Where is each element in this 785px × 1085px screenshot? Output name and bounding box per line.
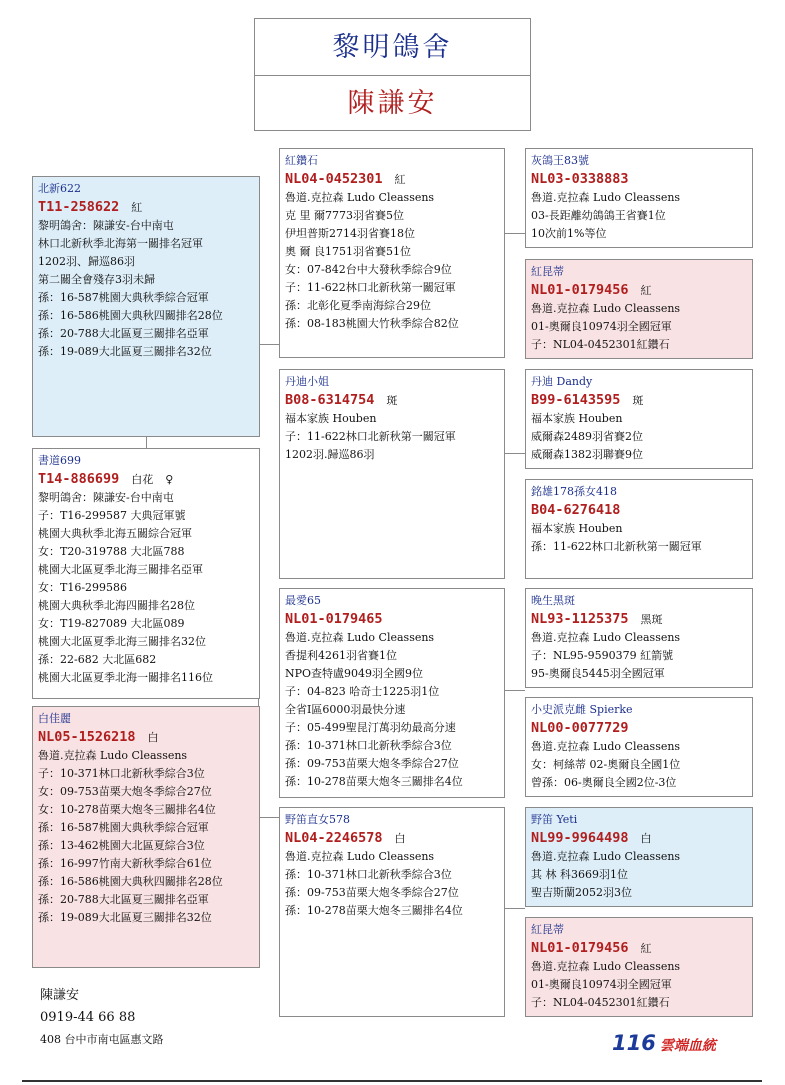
bird-note: 孫：20-788大北區夏三關排名亞軍 — [38, 893, 209, 906]
ring-number: NL01-0179456 — [531, 940, 629, 956]
bird-note: 孫：16-586桃園大典秋四關排名28位 — [38, 875, 223, 888]
ring-number: NL03-0338883 — [531, 171, 629, 187]
bird-note: 孫：10-371林口北新秋季綜合3位 — [285, 868, 452, 881]
bird-note: 子：10-371林口北新秋季綜合3位 — [38, 767, 205, 780]
bird-note: 子：11-622林口北新秋第一關冠軍 — [285, 281, 456, 294]
loft-name: 黎明鴿舍 — [255, 19, 530, 76]
connector-line — [146, 436, 147, 448]
connector-line — [504, 908, 525, 909]
great-grandsire-card — [525, 588, 753, 688]
bird-note: 聖吉斯蘭2052羽3位 — [531, 886, 632, 899]
bird-name: 紅昆蒂 — [531, 923, 564, 936]
bird-note: 女：10-278苗栗大炮冬三關排名4位 — [38, 803, 216, 816]
ring-number: NL00-0077729 — [531, 720, 629, 736]
bird-name: 紅鑽石 — [285, 154, 318, 167]
bird-note: 女：07-842台中大發秋季綜合9位 — [285, 263, 452, 276]
bird-note: 魯道.克拉森 Ludo Cleassens — [531, 191, 681, 204]
ring-number: B08-6314754 — [285, 392, 375, 408]
bird-note: 林口北新秋季北海第一關排名冠軍 — [38, 237, 203, 250]
connector-line — [258, 817, 279, 818]
bird-note: 魯道.克拉森 Ludo Cleassens — [285, 631, 435, 644]
bird-note: 孫：北彰化夏季南海綜合29位 — [285, 299, 431, 312]
bird-note: 01-奧爾良10974羽全國冠軍 — [531, 978, 672, 991]
bird-note: 子：04-823 哈奇士1225羽1位 — [285, 685, 440, 698]
bird-note: 子：NL04-0452301紅鑽石 — [531, 338, 670, 351]
bird-name: 銘雄178孫女418 — [531, 485, 617, 498]
bird-note: 克 里 爾7773羽省賽5位 — [285, 209, 404, 222]
connector-line — [504, 690, 525, 691]
dam-card — [32, 448, 260, 699]
bird-note: 子：05-499聖昆汀萬羽幼最高分速 — [285, 721, 456, 734]
great-grandsire-card — [525, 148, 753, 248]
bird-note: 魯道.克拉森 Ludo Cleassens — [531, 960, 681, 973]
bird-note: 魯道.克拉森 Ludo Cleassens — [38, 749, 188, 762]
logo-number: 116 — [612, 1031, 656, 1055]
bird-note: 威爾森2489羽省賽2位 — [531, 430, 643, 443]
bird-note: 孫：11-622林口北新秋第一關冠軍 — [531, 540, 702, 553]
bird-color: 紅 — [131, 201, 143, 214]
connector-line — [504, 233, 525, 234]
great-granddam-card — [525, 259, 753, 359]
bird-name: 白佳麗 — [38, 712, 71, 725]
bird-note: 1202羽.歸巡86羽 — [285, 448, 375, 461]
owner-name: 陳謙安 — [347, 88, 438, 119]
bird-note: 孫：13-462桃園大北區夏綜合3位 — [38, 839, 205, 852]
bird-name: 丹迪 Dandy — [531, 375, 593, 388]
owner-contact — [40, 985, 164, 1051]
connector-line — [504, 453, 525, 454]
bird-note: 孫：09-753苗栗大炮冬季綜合27位 — [285, 757, 459, 770]
bird-note: 福本家族 Houben — [285, 412, 377, 425]
contact-name: 陳謙安 — [40, 988, 80, 1003]
bird-color: 白 — [147, 731, 159, 744]
ring-number: NL01-0179456 — [531, 282, 629, 298]
bird-note: 魯道.克拉森 Ludo Cleassens — [531, 740, 681, 753]
ring-number: B99-6143595 — [531, 392, 621, 408]
ring-number: NL01-0179465 — [285, 611, 383, 627]
bird-note: 女：T16-299586 — [38, 581, 128, 594]
bird-note: 孫：22-682 大北區682 — [38, 653, 157, 666]
bird-note: 魯道.克拉森 Ludo Cleassens — [531, 302, 681, 315]
bird-note: 孫：10-278苗栗大炮冬三關排名4位 — [285, 904, 463, 917]
bird-note: 香提利4261羽省賽1位 — [285, 649, 397, 662]
bird-note: 孫：16-997竹南大新秋季綜合61位 — [38, 857, 212, 870]
dam-grandsire-card — [279, 588, 505, 798]
bird-note: 黎明鴿舍：陳謙安-台中南屯 — [38, 491, 174, 504]
bird-note: 女：柯絲蒂 02-奧爾良全國1位 — [531, 758, 681, 771]
bottom-rule — [22, 1080, 762, 1082]
ring-number: NL99-9964498 — [531, 830, 629, 846]
bird-color: 紅 — [640, 284, 652, 297]
pedigree-header — [254, 18, 531, 131]
ring-number: B04-6276418 — [531, 502, 621, 518]
bird-note: 黎明鴿舍：陳謙安-台中南屯 — [38, 219, 174, 232]
ring-number: NL05-1526218 — [38, 729, 136, 745]
bird-name: 野笛直女578 — [285, 813, 350, 826]
bird-note: 子：NL95-9590379 紅箭號 — [531, 649, 674, 662]
great-granddam-card — [525, 917, 753, 1017]
bird-note: 福本家族 Houben — [531, 412, 623, 425]
bird-color: 紅 — [394, 173, 406, 186]
bird-note: 威爾森1382羽聯賽9位 — [531, 448, 643, 461]
bird-name: 小史派克雌 Spierke — [531, 703, 633, 716]
bird-color: 白 — [394, 832, 406, 845]
bird-note: 孫：19-089大北區夏三關排名32位 — [38, 345, 212, 358]
ring-number: NL93-1125375 — [531, 611, 629, 627]
bird-note: 女：T20-319788 大北區788 — [38, 545, 185, 558]
bird-note: 伊坦普斯2714羽省賽18位 — [285, 227, 415, 240]
bird-name: 紅昆蒂 — [531, 265, 564, 278]
bird-note: 1202羽、歸巡86羽 — [38, 255, 135, 268]
granddam-card — [279, 369, 505, 579]
bird-note: 孫：09-753苗栗大炮冬季綜合27位 — [285, 886, 459, 899]
bird-color: 白 — [640, 832, 652, 845]
bird-note: 孫：20-788大北區夏三關排名亞軍 — [38, 327, 209, 340]
bird-note: 01-奧爾良10974羽全國冠軍 — [531, 320, 672, 333]
sire-card — [32, 176, 260, 437]
brand-logo — [612, 1031, 716, 1055]
bird-note: 03-長距離幼鴿鴿王省賽1位 — [531, 209, 666, 222]
bird-note: 子：T16-299587 大典冠軍號 — [38, 509, 186, 522]
bird-name: 書道699 — [38, 454, 81, 467]
bird-note: 孫：16-587桃園大典秋季綜合冠軍 — [38, 821, 209, 834]
bird-color: 黑斑 — [640, 613, 663, 626]
bird-note: 其 林 科3669羽1位 — [531, 868, 628, 881]
bird-note: 孫：16-587桃園大典秋季綜合冠軍 — [38, 291, 209, 304]
bird-note: 孫：19-089大北區夏三關排名32位 — [38, 911, 212, 924]
bird-note: 第二關全會殘存3羽未歸 — [38, 273, 155, 286]
ring-number: NL04-0452301 — [285, 171, 383, 187]
bird-note: 桃園大典秋季北海四關排名28位 — [38, 599, 195, 612]
bird-note: 魯道.克拉森 Ludo Cleassens — [285, 191, 435, 204]
bird-note: 10次前1%等位 — [531, 227, 607, 240]
bird-note: 魯道.克拉森 Ludo Cleassens — [531, 850, 681, 863]
bird-name: 晚生黑斑 — [531, 594, 575, 607]
bird-color: 斑 — [632, 394, 644, 407]
bird-note: 95-奧爾良5445羽全國冠軍 — [531, 667, 665, 680]
bird-note: 桃園大北區夏季北海三關排名亞軍 — [38, 563, 203, 576]
bird-note: 曾孫：06-奧爾良全國2位-3位 — [531, 776, 677, 789]
bird-name: 最愛65 — [285, 594, 321, 607]
bird-note: 子：NL04-0452301紅鑽石 — [531, 996, 670, 1009]
bird-note: 孫：10-371林口北新秋季綜合3位 — [285, 739, 452, 752]
bird-color: 白花 — [131, 473, 154, 486]
bird-name: 灰鴿王83號 — [531, 154, 589, 167]
bird-note: 女：T19-827089 大北區089 — [38, 617, 185, 630]
great-granddam-card — [525, 697, 753, 797]
contact-phone: 0919-44 66 88 — [40, 1010, 136, 1025]
bird-note: 子：11-622林口北新秋第一關冠軍 — [285, 430, 456, 443]
bird-note: 奧 爾 良1751羽省賽51位 — [285, 245, 411, 258]
bird-note: 孫：16-586桃園大典秋四關排名28位 — [38, 309, 223, 322]
bird-sex: ♀ — [165, 473, 174, 486]
bird-note: 全省I區6000羽最快分速 — [285, 703, 406, 716]
bird-note: NPO查特盧9049羽全國9位 — [285, 667, 424, 680]
bird-note: 孫：10-278苗栗大炮冬三關排名4位 — [285, 775, 463, 788]
bird-note: 女：09-753苗栗大炮冬季綜合27位 — [38, 785, 212, 798]
ring-number: NL04-2246578 — [285, 830, 383, 846]
bird-note: 桃園大典秋季北海五關綜合冠軍 — [38, 527, 192, 540]
dam-sire-card — [32, 706, 260, 968]
great-granddam-card — [525, 479, 753, 579]
great-grandsire-card — [525, 369, 753, 469]
dam-granddam-card — [279, 807, 505, 1017]
grandsire-card — [279, 148, 505, 358]
bird-color: 斑 — [386, 394, 398, 407]
bird-color: 紅 — [640, 942, 652, 955]
bird-name: 丹迪小姐 — [285, 375, 329, 388]
contact-address: 408 台中市南屯區惠文路 — [40, 1033, 164, 1046]
bird-note: 福本家族 Houben — [531, 522, 623, 535]
connector-line — [258, 344, 279, 345]
ring-number: T11-258622 — [38, 199, 120, 215]
bird-note: 魯道.克拉森 Ludo Cleassens — [531, 631, 681, 644]
bird-name: 野笛 Yeti — [531, 813, 578, 826]
logo-text: 雲端血統 — [659, 1038, 716, 1054]
ring-number: T14-886699 — [38, 471, 120, 487]
bird-note: 桃園大北區夏季北海一關排名116位 — [38, 671, 213, 684]
great-grandsire-card — [525, 807, 753, 907]
bird-note: 桃園大北區夏季北海三關排名32位 — [38, 635, 206, 648]
bird-name: 北新622 — [38, 182, 81, 195]
bird-note: 魯道.克拉森 Ludo Cleassens — [285, 850, 435, 863]
bird-note: 孫：08-183桃園大竹秋季綜合82位 — [285, 317, 459, 330]
